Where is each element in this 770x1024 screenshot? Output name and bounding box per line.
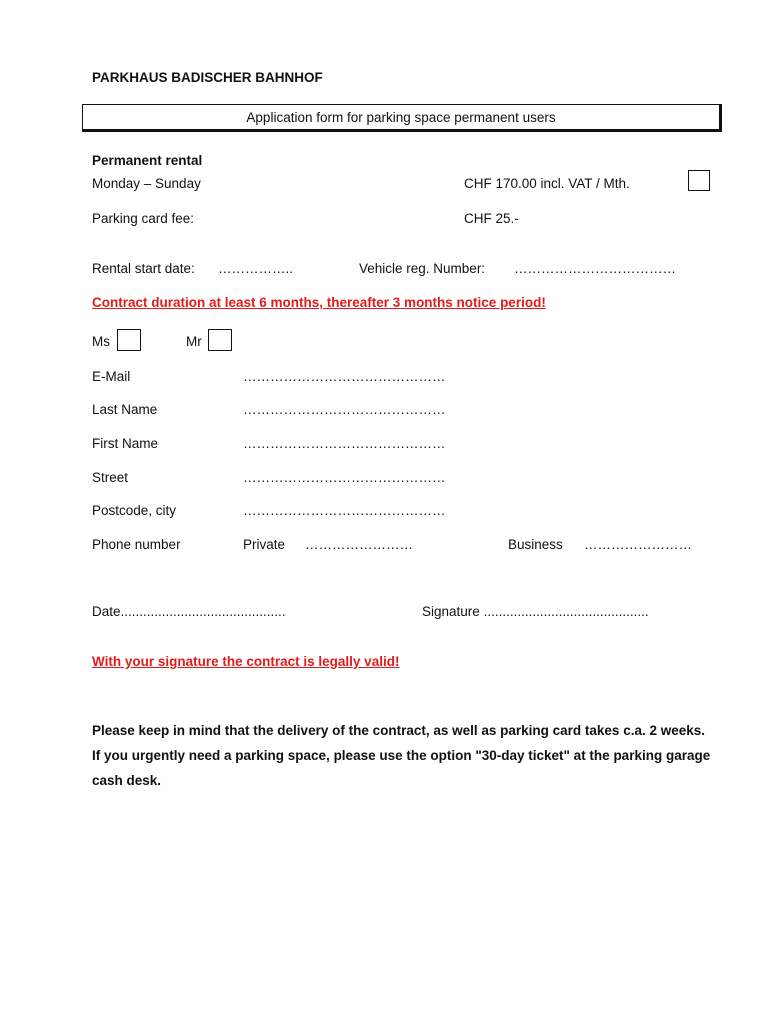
vehicle-label: Vehicle reg. Number: [359, 261, 486, 276]
ms-checkbox[interactable] [117, 329, 141, 351]
vehicle-field[interactable]: ……………………………… [514, 261, 676, 276]
rental-price: CHF 170.00 incl. VAT / Mth. [464, 176, 630, 191]
card-fee-value: CHF 25.- [464, 211, 519, 226]
phone-business-label: Business [508, 537, 563, 552]
form-title: PARKHAUS BADISCHER BAHNHOF [92, 70, 323, 85]
ms-label: Ms [92, 334, 110, 349]
start-date-label: Rental start date: [92, 261, 195, 276]
permanent-rental-checkbox[interactable] [688, 170, 710, 191]
mr-label: Mr [186, 334, 202, 349]
date-row [92, 604, 286, 619]
email-field[interactable]: ……………………………………… [243, 369, 446, 384]
last-name-field[interactable]: ……………………………………… [243, 402, 446, 417]
card-fee-label: Parking card fee: [92, 211, 195, 226]
phone-label: Phone number [92, 537, 181, 552]
date-field[interactable]: ............................................ [120, 604, 286, 619]
phone-private-field[interactable]: …………………… [305, 537, 413, 552]
rental-days: Monday – Sunday [92, 176, 201, 191]
form-header-text: Application form for parking space permanent users [246, 109, 556, 125]
signature-validity-notice: With your signature the contract is legally valid! [92, 654, 400, 669]
signature-label: Signature [422, 604, 480, 619]
email-label: E-Mail [92, 369, 131, 384]
first-name-label: First Name [92, 436, 159, 451]
delivery-info-paragraph: Please keep in mind that the delivery of the contract, as well as parking card takes c.a. 2 weeks. If you urgently need a parking space, please use the option "30-day ticket" at the parking garage cash desk. [92, 723, 711, 788]
start-date-field[interactable]: …………….. [218, 261, 294, 276]
form-header-box [82, 104, 722, 132]
signature-row [422, 604, 649, 619]
date-label: Date [92, 604, 121, 619]
street-field[interactable]: ……………………………………… [243, 470, 446, 485]
first-name-field[interactable]: ……………………………………… [243, 436, 446, 451]
contract-duration-notice: Contract duration at least 6 months, thereafter 3 months notice period! [92, 295, 546, 310]
signature-field[interactable]: ............................................ [483, 604, 649, 619]
phone-private-label: Private [243, 537, 286, 552]
phone-business-field[interactable]: …………………… [584, 537, 692, 552]
postcode-city-field[interactable]: ……………………………………… [243, 503, 446, 518]
mr-checkbox[interactable] [208, 329, 232, 351]
rental-heading: Permanent rental [92, 153, 203, 168]
postcode-city-label: Postcode, city [92, 503, 177, 518]
street-label: Street [92, 470, 129, 485]
last-name-label: Last Name [92, 402, 158, 417]
